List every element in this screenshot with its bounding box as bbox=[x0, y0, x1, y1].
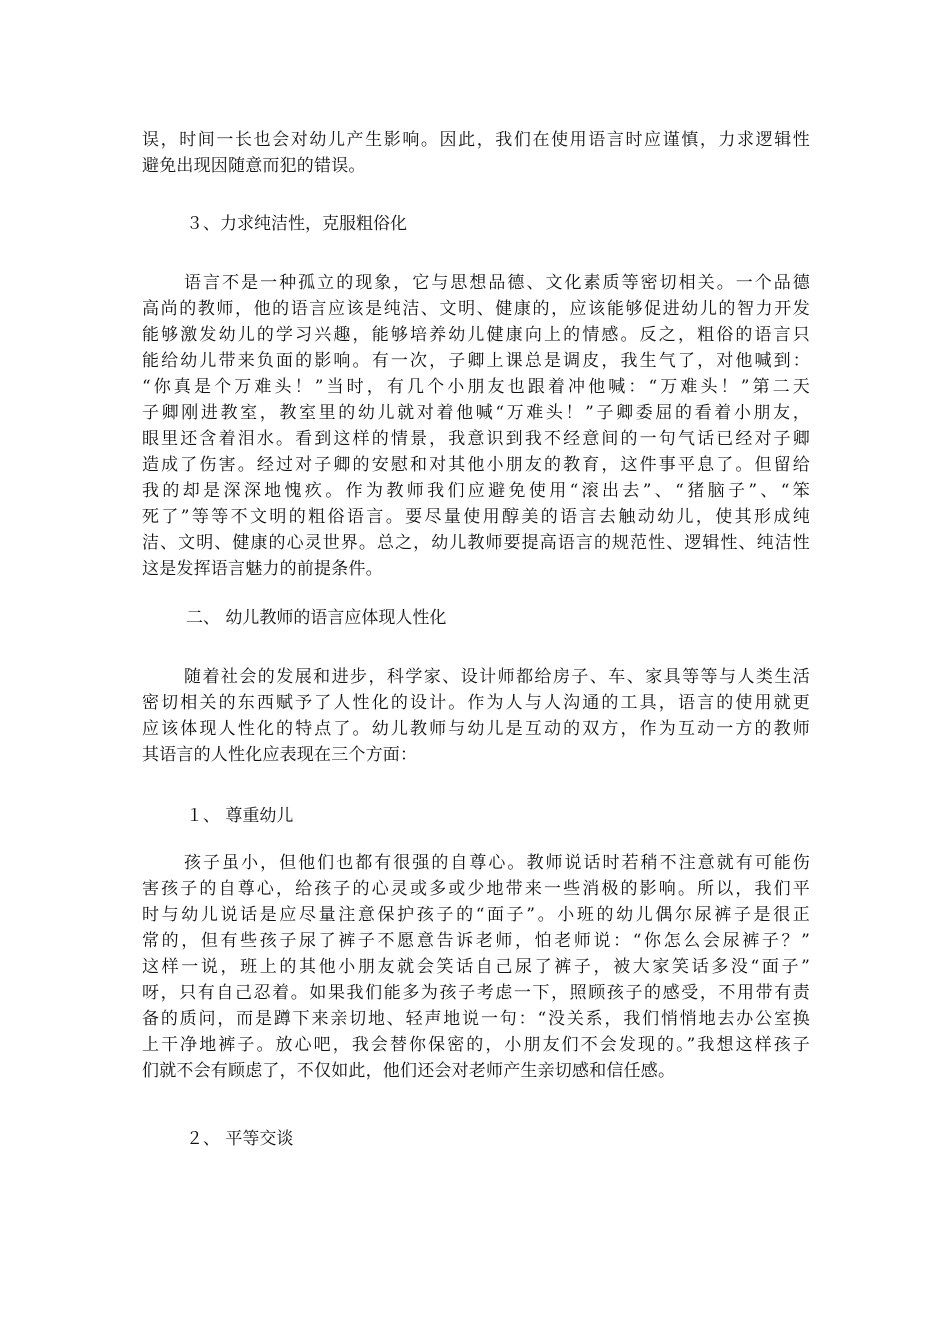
text-line: 时与幼儿说话是应尽量注意保护孩子的“面子”。小班的幼儿偶尔尿裤子是很正 bbox=[142, 905, 810, 925]
text-line: 上干净地裤子。放心吧，我会替你保密的，小朋友们不会发现的。”我想这样孩子 bbox=[142, 1035, 810, 1055]
text-line: 应该体现人性化的特点了。幼儿教师与幼儿是互动的双方，作为互动一方的教师 bbox=[142, 719, 810, 739]
text-line: 害孩子的自尊心，给孩子的心灵或多或少地带来一些消极的影响。所以，我们平 bbox=[142, 879, 810, 899]
text-line: 备的质问，而是蹲下来亲切地、轻声地说一句：“没关系，我们悄悄地去办公室换 bbox=[142, 1009, 810, 1029]
text-line: 高尚的教师，他的语言应该是纯洁、文明、健康的，应该能够促进幼儿的智力开发 bbox=[142, 299, 810, 319]
paragraph-humanization-intro bbox=[142, 664, 810, 768]
text-line: 这样一说，班上的其他小朋友就会笑话自己尿了裤子，被大家笑话多没“面子” bbox=[142, 957, 810, 977]
paragraph-purity bbox=[142, 270, 810, 582]
section-heading-respect: １、 尊重幼儿 bbox=[186, 806, 294, 826]
section-heading-equal-talk: ２、 平等交谈 bbox=[186, 1129, 294, 1149]
section-heading-purity: ３、力求纯洁性，克服粗俗化 bbox=[186, 214, 407, 234]
text-line: 密切相关的东西赋予了人性化的设计。作为人与人沟通的工具，语言的使用就更 bbox=[142, 693, 810, 713]
text-line: 洁、文明、健康的心灵世界。总之，幼儿教师要提高语言的规范性、逻辑性、纯洁性 bbox=[142, 533, 810, 553]
text-line: 其语言的人性化应表现在三个方面： bbox=[142, 745, 418, 765]
text-line: 眼里还含着泪水。看到这样的情景，我意识到我不经意间的一句气话已经对子卿 bbox=[142, 429, 810, 449]
text-line: 避免出现因随意而犯的错误。 bbox=[142, 156, 366, 176]
text-line: 能够激发幼儿的学习兴趣，能够培养幼儿健康向上的情感。反之，粗俗的语言只 bbox=[142, 325, 810, 345]
text-line: 们就不会有顾虑了，不仅如此，他们还会对老师产生亲切感和信任感。 bbox=[142, 1061, 676, 1081]
text-line: “你真是个万难头！”当时，有几个小朋友也跟着冲他喊：“万难头！”第二天 bbox=[142, 377, 810, 397]
text-line: 呀，只有自己忍着。如果我们能多为孩子考虑一下，照顾孩子的感受，不用带有责 bbox=[142, 983, 810, 1003]
text-line: 随着社会的发展和进步，科学家、设计师都给房子、车、家具等等与人类生活 bbox=[184, 667, 810, 687]
text-line: 我的却是深深地愧疚。作为教师我们应避免使用“滚出去”、“猪脑子”、“笨 bbox=[142, 481, 810, 501]
text-line: 这是发挥语言魅力的前提条件。 bbox=[142, 559, 383, 579]
text-line: 误，时间一长也会对幼儿产生影响。因此，我们在使用语言时应谨慎，力求逻辑性 bbox=[142, 130, 810, 150]
paragraph-logic-continuation bbox=[142, 127, 810, 179]
text-line: 常的，但有些孩子尿了裤子不愿意告诉老师，怕老师说：“你怎么会尿裤子？” bbox=[142, 931, 810, 951]
text-line: 死了”等等不文明的粗俗语言。要尽量使用醇美的语言去触动幼儿，使其形成纯 bbox=[142, 507, 810, 527]
section-heading-humanization: 二、 幼儿教师的语言应体现人性化 bbox=[186, 608, 447, 628]
text-line: 造成了伤害。经过对子卿的安慰和对其他小朋友的教育，这件事平息了。但留给 bbox=[142, 455, 810, 475]
text-line: 语言不是一种孤立的现象，它与思想品德、文化素质等密切相关。一个品德 bbox=[184, 273, 810, 293]
text-line: 能给幼儿带来负面的影响。有一次，子卿上课总是调皮，我生气了，对他喊到： bbox=[142, 351, 810, 371]
paragraph-respect bbox=[142, 850, 810, 1084]
text-line: 孩子虽小，但他们也都有很强的自尊心。教师说话时若稍不注意就有可能伤 bbox=[184, 853, 810, 873]
text-line: 子卿刚进教室，教室里的幼儿就对着他喊“万难头！”子卿委屈的看着小朋友， bbox=[142, 403, 810, 423]
